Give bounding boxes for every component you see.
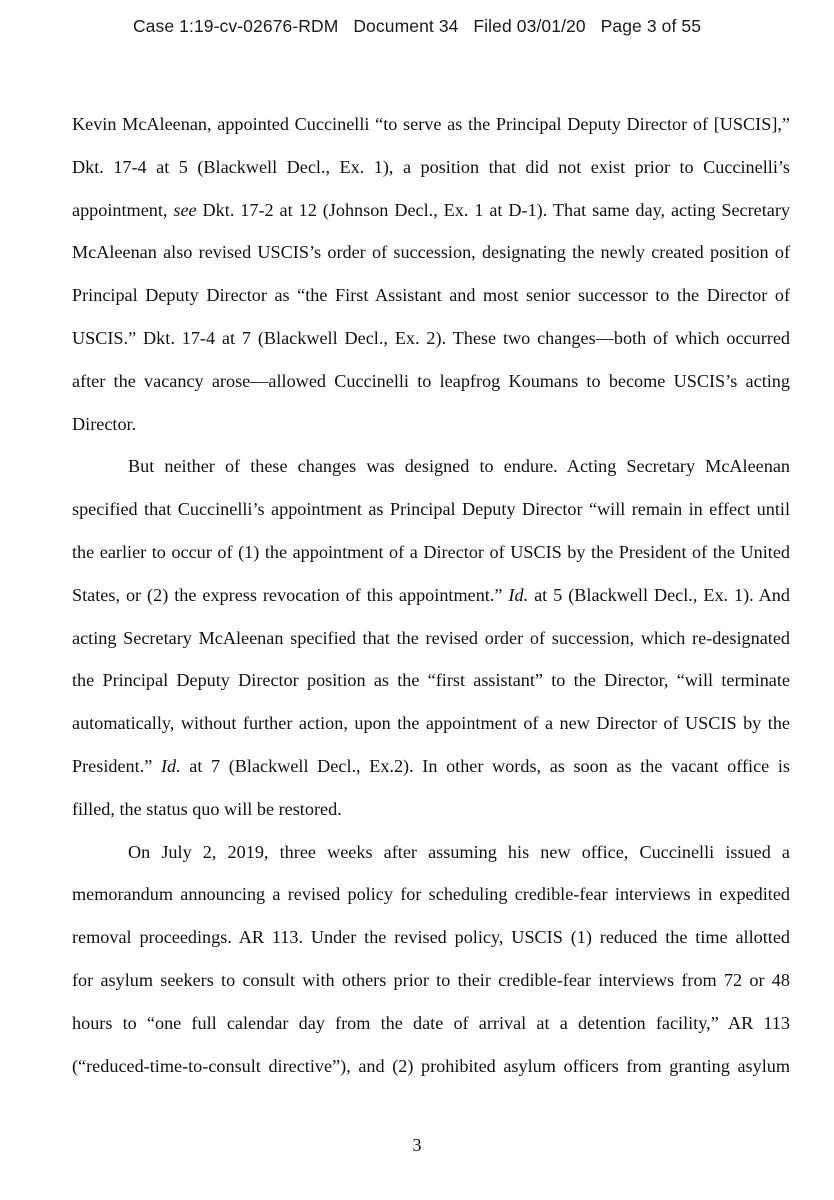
text-run: States, or (2) the express revocation of this appointment.” [72, 584, 509, 605]
case-header [0, 16, 834, 37]
text-run: at 7 (Blackwell Decl., Ex.2). In other words, as soon as the vacant office is [180, 755, 790, 776]
paragraph-line: On July 2, 2019, three weeks after assuming his new office, Cuccinelli issued a [128, 841, 790, 862]
text-run: Dkt. 17-2 at 12 (Johnson Decl., Ex. 1 at D-1). That same day, acting Secretary [196, 199, 790, 220]
page-indicator: Page 3 of 55 [600, 16, 702, 36]
paragraph-line: the earlier to occur of (1) the appointment of a Director of USCIS by the President of the United [72, 541, 790, 562]
paragraph-line: hours to “one full calendar day from the date of arrival at a detention facility,” AR 113 [72, 1012, 790, 1033]
document-number: Document 34 [353, 16, 459, 36]
paragraph-line: But neither of these changes was designed to endure. Acting Secretary McAleenan [128, 456, 790, 477]
paragraph-line: Principal Deputy Director as “the First Assistant and most senior successor to the Director of [72, 285, 790, 306]
text-run: President.” [72, 755, 161, 776]
citation-italic: Id. [160, 755, 181, 776]
paragraph-line: Dkt. 17-4 at 5 (Blackwell Decl., Ex. 1), a position that did not exist prior to Cuccinelli’s [72, 156, 790, 177]
paragraph-line [72, 189, 790, 232]
paragraph-line: specified that Cuccinelli’s appointment as Principal Deputy Director “will remain in effect until [72, 499, 790, 520]
text-run: appointment, [72, 199, 174, 220]
paragraph-line: McAleenan also revised USCIS’s order of succession, designating the newly created position of [72, 242, 790, 263]
case-number: Case 1:19-cv-02676-RDM [132, 16, 339, 36]
page-number: 3 [412, 1135, 422, 1155]
paragraph-line: removal proceedings. AR 113. Under the revised policy, USCIS (1) reduced the time allotted [72, 927, 790, 948]
citation-italic: Id. [508, 584, 529, 605]
paragraph-3 [72, 831, 790, 1088]
paragraph-1 [72, 103, 790, 445]
paragraph-line: after the vacancy arose—allowed Cuccinelli to leapfrog Koumans to become USCIS’s acting [72, 370, 790, 391]
signal-italic: see [173, 199, 197, 220]
paragraph-2 [72, 445, 790, 830]
paragraph-line: (“reduced-time-to-consult directive”), and (2) prohibited asylum officers from granting asylum [72, 1055, 790, 1076]
paragraph-line: acting Secretary McAleenan specified that the revised order of succession, which re-designated [72, 627, 790, 648]
paragraph-line: the Principal Deputy Director position as the “first assistant” to the Director, “will terminate [72, 670, 790, 691]
paragraph-line: Director. [72, 413, 137, 434]
paragraph-line [72, 574, 790, 617]
document-body [72, 103, 790, 1087]
paragraph-line: filled, the status quo will be restored. [72, 798, 342, 819]
filed-date: Filed 03/01/20 [473, 16, 586, 36]
paragraph-line: USCIS.” Dkt. 17-4 at 7 (Blackwell Decl., Ex. 2). These two changes—both of which occurred [72, 327, 790, 348]
paragraph-line: automatically, without further action, upon the appointment of a new Director of USCIS by the [72, 713, 790, 734]
text-run: at 5 (Blackwell Decl., Ex. 1). And [528, 584, 790, 605]
paragraph-line [72, 745, 790, 788]
paragraph-line: memorandum announcing a revised policy for scheduling credible-fear interviews in expedited [72, 884, 790, 905]
paragraph-line: for asylum seekers to consult with others prior to their credible-fear interviews from 72 or 48 [72, 969, 790, 990]
paragraph-line: Kevin McAleenan, appointed Cuccinelli “to serve as the Principal Deputy Director of [USCIS],” [72, 114, 790, 134]
